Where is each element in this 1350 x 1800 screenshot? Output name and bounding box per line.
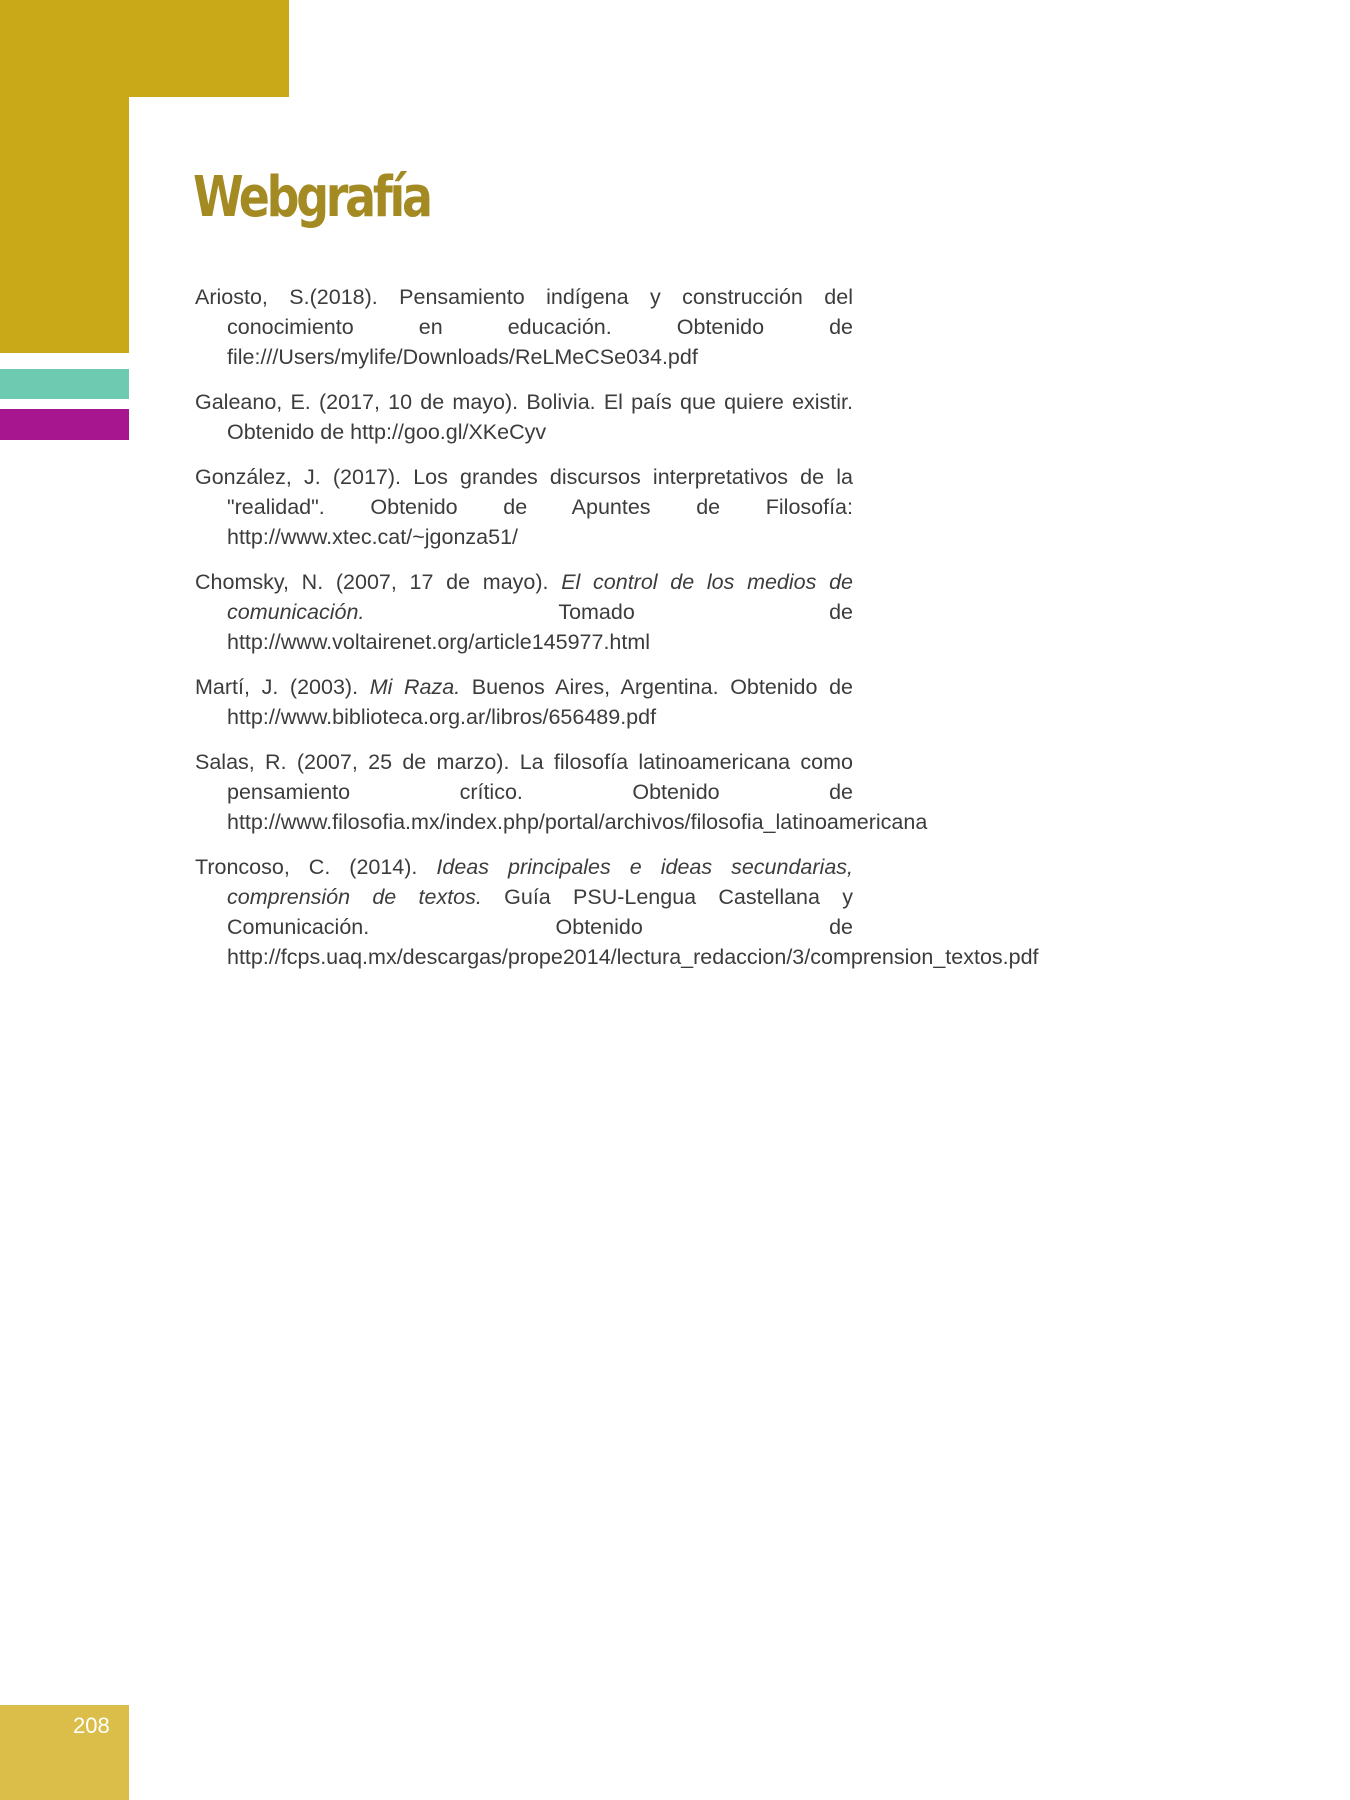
reference-details: Guía PSU-Lengua Castellana y Comunicación. Obtenido de http://fcps.uaq.mx/descargas/prope2014/lectura_redaccion/3/comprension_textos.pdf: [227, 885, 1039, 969]
reference-author: Salas, R. (2007, 25 de marzo).: [195, 750, 520, 774]
reference-author: Troncoso, C. (2014).: [195, 855, 437, 879]
reference-details: Bolivia. El país que quiere existir. Obtenido de http://goo.gl/XKeCyv: [227, 390, 853, 444]
reference-list: [195, 282, 1039, 987]
decorative-gold-block-top: [0, 0, 289, 97]
decorative-magenta-stripe: [0, 409, 129, 440]
reference-details: Buenos Aires, Argentina. Obtenido de http://www.biblioteca.org.ar/libros/656489.pdf: [227, 675, 853, 729]
page-number: 208: [73, 1713, 110, 1738]
reference-details: La filosofía latinoamericana como pensamiento crítico. Obtenido de http://www.filosofia.mx/index.php/portal/archivos/filosofia_latinoamericana: [227, 750, 928, 834]
reference-item: [195, 747, 928, 837]
reference-author: Ariosto, S.(2018).: [195, 285, 400, 309]
reference-details: Los grandes discursos interpretativos de la "realidad". Obtenido de Apuntes de Filosofía: http://www.xtec.cat/~jgonza51/: [227, 465, 853, 549]
reference-item: [195, 282, 853, 372]
decorative-teal-stripe: [0, 369, 129, 399]
reference-title-italic: Mi Raza.: [369, 675, 461, 699]
reference-author: González, J. (2017).: [195, 465, 414, 489]
reference-details: Pensamiento indígena y construcción del conocimiento en educación. Obtenido de file:///Users/mylife/Downloads/ReLMeCSe034.pdf: [227, 285, 853, 369]
reference-author: Galeano, E. (2017, 10 de mayo).: [195, 390, 527, 414]
reference-title-italic: El control de los medios de comunicación.: [227, 570, 853, 624]
decorative-gold-block-left: [0, 97, 129, 353]
reference-author: Martí, J. (2003).: [195, 675, 370, 699]
reference-item: [195, 672, 853, 732]
reference-author: Chomsky, N. (2007, 17 de mayo).: [195, 570, 562, 594]
reference-item: [195, 567, 853, 657]
reference-details: Tomado de http://www.voltairenet.org/article145977.html: [227, 600, 853, 654]
reference-item: [195, 387, 853, 447]
page-title: Webgrafía: [193, 165, 430, 230]
reference-item: [195, 852, 1039, 972]
reference-item: [195, 462, 853, 552]
reference-title-italic: Ideas principales e ideas secundarias, comprensión de textos.: [227, 855, 854, 909]
